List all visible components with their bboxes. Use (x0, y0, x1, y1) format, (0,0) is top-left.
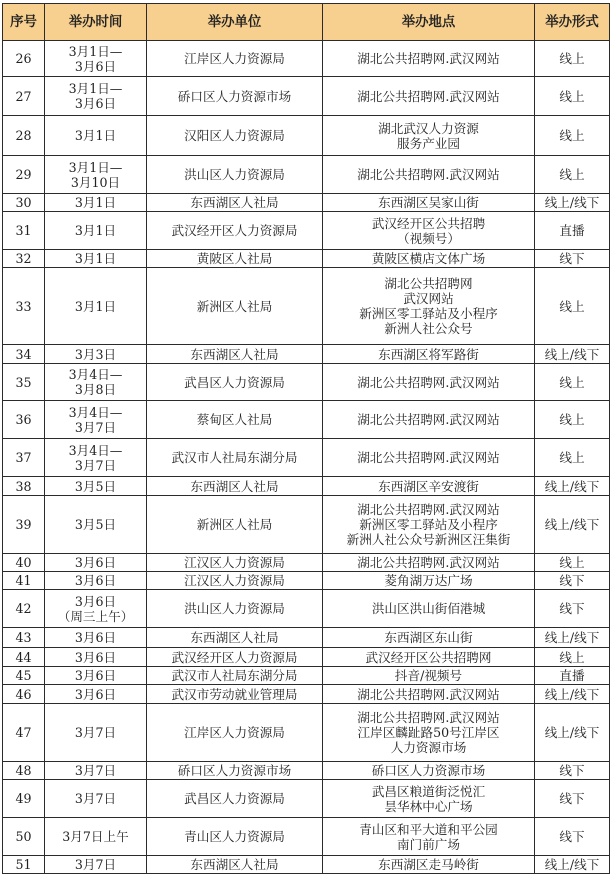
header-time: 举办时间 (45, 4, 147, 41)
seq-cell: 36 (3, 401, 45, 439)
format-cell-line: 线上/线下 (544, 686, 600, 702)
seq-cell: 49 (3, 780, 45, 818)
time-cell-line: 3月5日 (74, 517, 117, 532)
location-cell-line: 湖北公共招聘网.武汉网站 (357, 374, 500, 390)
schedule-table-wrapper (2, 3, 610, 874)
table-row (3, 554, 610, 572)
job-fair-schedule-table (2, 3, 610, 874)
table-row (3, 41, 610, 77)
table-row (3, 268, 610, 345)
format-cell-line: 线上 (559, 128, 585, 143)
table-row (3, 496, 610, 554)
location-cell (323, 250, 535, 268)
organizer-cell-line: 蔡甸区人社局 (196, 412, 273, 427)
location-cell-line: 武昌区粮道街泛悦汇 (371, 783, 486, 799)
location-cell-line: 湖北公共招聘网.武汉网站 (357, 555, 500, 570)
time-cell (45, 590, 147, 628)
time-cell-line: 3月7日上午 (62, 829, 129, 844)
format-cell (535, 401, 610, 439)
location-cell (323, 194, 535, 212)
location-cell (323, 856, 535, 874)
location-cell-line: 湖北公共招聘网.武汉网站 (357, 710, 500, 725)
table-row (3, 116, 610, 156)
location-cell-line: 人力资源市场 (390, 740, 467, 755)
seq-cell: 46 (3, 685, 45, 704)
time-cell-line: 3月6日 (74, 649, 117, 665)
seq-cell: 48 (3, 762, 45, 780)
format-cell (535, 554, 610, 572)
location-cell (323, 212, 535, 250)
organizer-cell-line: 东西湖区人社局 (190, 630, 279, 645)
format-cell (535, 856, 610, 874)
time-cell (45, 364, 147, 401)
format-cell-line: 线上/线下 (544, 478, 600, 494)
location-cell-line: 东西湖区吴家山街 (378, 195, 479, 210)
format-cell-line: 线上/线下 (544, 857, 600, 872)
organizer-cell (147, 477, 323, 496)
time-cell-line: 3月6日 (74, 573, 117, 588)
time-cell-line: 3月3日 (74, 346, 117, 362)
location-cell-line: 东西湖区东山街 (384, 630, 473, 645)
format-cell-line: 线上/线下 (544, 517, 600, 532)
format-cell (535, 41, 610, 77)
format-cell (535, 194, 610, 212)
format-cell (535, 268, 610, 345)
format-cell-line: 线上 (559, 450, 585, 465)
organizer-cell (147, 77, 323, 116)
format-cell-line: 线上/线下 (544, 346, 600, 362)
organizer-cell-line: 东西湖区人社局 (190, 857, 279, 872)
organizer-cell (147, 685, 323, 704)
location-cell (323, 667, 535, 685)
time-cell-line: 3月8日 (74, 382, 117, 397)
table-body (3, 41, 610, 874)
format-cell-line: 线上 (559, 649, 585, 665)
seq-cell: 31 (3, 212, 45, 250)
organizer-cell (147, 268, 323, 345)
format-cell (535, 496, 610, 554)
format-cell-line: 线上/线下 (544, 630, 600, 645)
format-cell-line: 线下 (559, 763, 585, 778)
time-cell-line: 3月1日— (68, 81, 123, 96)
format-cell (535, 156, 610, 194)
table-row (3, 685, 610, 704)
location-cell-line: 硚口区人力资源市场 (371, 763, 486, 778)
location-cell-line: 湖北公共招聘网.武汉网站 (357, 88, 500, 104)
time-cell-line: 3月6日 (74, 630, 117, 645)
format-cell-line: 线上 (559, 88, 585, 104)
time-cell (45, 41, 147, 77)
time-cell-line: 3月1日— (68, 43, 123, 59)
location-cell-line: （视频号） (397, 230, 460, 246)
seq-cell: 45 (3, 667, 45, 685)
time-cell (45, 667, 147, 685)
location-cell-line: 江岸区麟趾路50号江岸区 (357, 725, 500, 740)
format-cell (535, 780, 610, 818)
organizer-cell-line: 江汉区人力资源局 (184, 573, 285, 588)
seq-cell: 35 (3, 364, 45, 401)
table-header-row (3, 4, 610, 41)
format-cell-line: 线上 (559, 167, 585, 182)
organizer-cell-line: 洪山区人力资源局 (184, 167, 285, 182)
location-cell-line: 武汉经开区公共招聘网 (365, 649, 492, 665)
organizer-cell-line: 东西湖区人社局 (190, 346, 279, 362)
seq-cell: 40 (3, 554, 45, 572)
table-row (3, 250, 610, 268)
table-row (3, 818, 610, 856)
organizer-cell-line: 东西湖区人社局 (190, 478, 279, 494)
table-row (3, 762, 610, 780)
time-cell (45, 780, 147, 818)
location-cell (323, 116, 535, 156)
organizer-cell (147, 590, 323, 628)
organizer-cell-line: 武汉经开区人力资源局 (171, 649, 298, 665)
format-cell-line: 线上 (559, 412, 585, 427)
format-cell-line: 线下 (559, 573, 585, 588)
format-cell-line: 线下 (559, 251, 585, 266)
format-cell-line: 直播 (559, 223, 585, 238)
location-cell-line: 新洲人社公众号 (384, 321, 473, 336)
seq-cell: 50 (3, 818, 45, 856)
location-cell (323, 554, 535, 572)
header-location: 举办地点 (323, 4, 535, 41)
format-cell (535, 572, 610, 590)
organizer-cell-line: 东西湖区人社局 (190, 195, 279, 210)
organizer-cell-line: 青山区人力资源局 (184, 829, 285, 844)
location-cell-line: 湖北公共招聘网 (384, 276, 473, 291)
location-cell-line: 湖北武汉人力资源 (378, 120, 479, 136)
table-row (3, 364, 610, 401)
organizer-cell-line: 硚口区人力资源市场 (177, 763, 292, 778)
location-cell (323, 628, 535, 648)
format-cell (535, 667, 610, 685)
location-cell (323, 345, 535, 364)
location-cell (323, 648, 535, 667)
organizer-cell-line: 江汉区人力资源局 (184, 555, 285, 570)
location-cell-line: 湖北公共招聘网.武汉网站 (357, 412, 500, 427)
format-cell (535, 477, 610, 496)
location-cell-line: 武汉网站 (403, 291, 454, 306)
location-cell-line: 东西湖区将军路街 (378, 346, 479, 362)
time-cell (45, 628, 147, 648)
seq-cell: 27 (3, 77, 45, 116)
format-cell-line: 线上/线下 (544, 195, 600, 210)
format-cell (535, 685, 610, 704)
table-row (3, 856, 610, 874)
time-cell (45, 212, 147, 250)
time-cell (45, 572, 147, 590)
location-cell-line: 服务产业园 (397, 135, 460, 151)
time-cell (45, 77, 147, 116)
location-cell-line: 东西湖区辛安渡街 (378, 478, 479, 494)
format-cell (535, 762, 610, 780)
time-cell (45, 496, 147, 554)
location-cell (323, 685, 535, 704)
location-cell (323, 572, 535, 590)
organizer-cell (147, 194, 323, 212)
table-row (3, 156, 610, 194)
format-cell (535, 704, 610, 762)
time-cell-line: 3月1日 (74, 128, 117, 143)
organizer-cell (147, 628, 323, 648)
time-cell-line: （周三上午） (57, 608, 134, 624)
time-cell (45, 477, 147, 496)
format-cell-line: 线上 (559, 555, 585, 570)
location-cell (323, 780, 535, 818)
time-cell (45, 156, 147, 194)
organizer-cell-line: 武汉市人社局东湖分局 (171, 450, 298, 465)
seq-cell: 32 (3, 250, 45, 268)
seq-cell: 37 (3, 439, 45, 477)
time-cell-line: 3月10日 (70, 174, 121, 190)
time-cell (45, 648, 147, 667)
table-row (3, 667, 610, 685)
organizer-cell (147, 667, 323, 685)
location-cell-line: 昙华林中心广场 (384, 798, 473, 814)
organizer-cell (147, 156, 323, 194)
location-cell (323, 268, 535, 345)
organizer-cell-line: 洪山区人力资源局 (184, 601, 285, 616)
time-cell-line: 3月4日— (68, 367, 123, 382)
organizer-cell (147, 250, 323, 268)
time-cell (45, 685, 147, 704)
time-cell (45, 439, 147, 477)
seq-cell: 33 (3, 268, 45, 345)
organizer-cell-line: 硚口区人力资源市场 (177, 88, 292, 104)
seq-cell: 28 (3, 116, 45, 156)
time-cell-line: 3月4日— (68, 442, 123, 458)
time-cell-line: 3月6日 (74, 668, 117, 683)
location-cell-line: 菱角湖万达广场 (384, 573, 473, 588)
format-cell (535, 628, 610, 648)
time-cell-line: 3月1日 (74, 223, 117, 238)
location-cell-line: 洪山区洪山街佰港城 (371, 601, 486, 616)
location-cell (323, 364, 535, 401)
location-cell (323, 590, 535, 628)
location-cell-line: 新洲人社公众号新洲区汪集街 (346, 532, 511, 547)
organizer-cell (147, 41, 323, 77)
time-cell-line: 3月1日 (74, 195, 117, 210)
organizer-cell-line: 江岸区人力资源局 (184, 725, 285, 740)
seq-cell: 47 (3, 704, 45, 762)
time-cell-line: 3月1日— (68, 159, 123, 175)
location-cell (323, 77, 535, 116)
format-cell (535, 116, 610, 156)
organizer-cell-line: 武昌区人力资源局 (184, 791, 285, 806)
organizer-cell (147, 345, 323, 364)
seq-cell: 41 (3, 572, 45, 590)
organizer-cell-line: 黄陂区人社局 (196, 251, 273, 266)
time-cell (45, 401, 147, 439)
time-cell-line: 3月7日 (74, 763, 117, 778)
organizer-cell (147, 780, 323, 818)
location-cell (323, 704, 535, 762)
format-cell (535, 439, 610, 477)
organizer-cell-line: 武汉经开区人力资源局 (171, 223, 298, 238)
table-row (3, 648, 610, 667)
format-cell-line: 线下 (559, 829, 585, 844)
location-cell-line: 新洲区零工驿站及小程序 (359, 306, 498, 321)
seq-cell: 51 (3, 856, 45, 874)
organizer-cell (147, 439, 323, 477)
location-cell-line: 湖北公共招聘网.武汉网站 (357, 686, 500, 702)
table-row (3, 628, 610, 648)
location-cell (323, 496, 535, 554)
format-cell (535, 648, 610, 667)
seq-cell: 42 (3, 590, 45, 628)
seq-cell: 38 (3, 477, 45, 496)
organizer-cell (147, 572, 323, 590)
format-cell-line: 线上 (559, 374, 585, 390)
time-cell (45, 345, 147, 364)
seq-cell: 29 (3, 156, 45, 194)
organizer-cell (147, 364, 323, 401)
organizer-cell (147, 212, 323, 250)
time-cell-line: 3月4日— (68, 404, 123, 420)
format-cell (535, 77, 610, 116)
time-cell-line: 3月7日 (74, 419, 117, 435)
seq-cell: 43 (3, 628, 45, 648)
format-cell-line: 线上 (559, 298, 585, 314)
organizer-cell (147, 401, 323, 439)
organizer-cell (147, 704, 323, 762)
format-cell-line: 线上 (559, 51, 585, 66)
location-cell-line: 武汉经开区公共招聘 (371, 215, 486, 231)
location-cell-line: 湖北公共招聘网.武汉网站 (357, 167, 500, 182)
organizer-cell-line: 武昌区人力资源局 (184, 374, 285, 390)
location-cell-line: 湖北公共招聘网.武汉网站 (357, 51, 500, 66)
location-cell (323, 439, 535, 477)
location-cell (323, 818, 535, 856)
format-cell (535, 590, 610, 628)
seq-cell: 44 (3, 648, 45, 667)
table-row (3, 572, 610, 590)
location-cell (323, 477, 535, 496)
time-cell-line: 3月6日 (74, 58, 117, 74)
time-cell-line: 3月7日 (74, 857, 117, 872)
organizer-cell-line: 汉阳区人力资源局 (184, 128, 285, 143)
seq-cell: 39 (3, 496, 45, 554)
time-cell (45, 268, 147, 345)
table-row (3, 212, 610, 250)
table-row (3, 77, 610, 116)
organizer-cell (147, 856, 323, 874)
organizer-cell-line: 江岸区人力资源局 (184, 51, 285, 66)
location-cell-line: 湖北公共招聘网.武汉网站 (357, 502, 500, 517)
organizer-cell-line: 武汉市人社局东湖分局 (171, 668, 298, 683)
header-seq: 序号 (3, 4, 45, 41)
time-cell-line: 3月5日 (74, 478, 117, 494)
table-row (3, 590, 610, 628)
organizer-cell (147, 116, 323, 156)
location-cell-line: 南门前广场 (397, 836, 460, 852)
location-cell-line: 黄陂区横店文体广场 (371, 251, 486, 266)
format-cell-line: 线上/线下 (544, 725, 600, 740)
organizer-cell (147, 554, 323, 572)
organizer-cell-line: 新洲区人社局 (196, 517, 273, 532)
table-row (3, 780, 610, 818)
table-row (3, 704, 610, 762)
time-cell-line: 3月1日 (74, 251, 117, 266)
table-row (3, 439, 610, 477)
format-cell (535, 818, 610, 856)
location-cell-line: 抖音/视频号 (394, 668, 463, 683)
time-cell (45, 116, 147, 156)
location-cell-line: 东西湖区走马岭街 (378, 857, 479, 872)
location-cell-line: 新洲区零工驿站及小程序 (359, 517, 498, 532)
organizer-cell-line: 新洲区人社局 (196, 298, 273, 314)
time-cell (45, 856, 147, 874)
time-cell-line: 3月1日 (74, 298, 117, 314)
location-cell (323, 401, 535, 439)
seq-cell: 34 (3, 345, 45, 364)
seq-cell: 26 (3, 41, 45, 77)
table-row (3, 477, 610, 496)
time-cell-line: 3月6日 (74, 555, 117, 570)
organizer-cell (147, 818, 323, 856)
table-row (3, 345, 610, 364)
header-format: 举办形式 (535, 4, 610, 41)
format-cell (535, 345, 610, 364)
location-cell (323, 156, 535, 194)
time-cell-line: 3月7日 (74, 725, 117, 740)
location-cell (323, 41, 535, 77)
location-cell (323, 762, 535, 780)
time-cell-line: 3月7日 (74, 791, 117, 806)
seq-cell: 30 (3, 194, 45, 212)
format-cell (535, 250, 610, 268)
header-organizer: 举办单位 (147, 4, 323, 41)
organizer-cell (147, 648, 323, 667)
format-cell (535, 364, 610, 401)
table-row (3, 194, 610, 212)
time-cell (45, 818, 147, 856)
organizer-cell-line: 武汉市劳动就业管理局 (171, 686, 298, 702)
time-cell (45, 554, 147, 572)
time-cell-line: 3月7日 (74, 457, 117, 473)
format-cell-line: 直播 (559, 668, 585, 683)
organizer-cell (147, 762, 323, 780)
time-cell (45, 762, 147, 780)
time-cell (45, 704, 147, 762)
location-cell-line: 青山区和平大道和平公园 (359, 821, 498, 837)
time-cell (45, 250, 147, 268)
table-row (3, 401, 610, 439)
format-cell-line: 线下 (559, 601, 585, 616)
time-cell-line: 3月6日 (74, 96, 117, 111)
location-cell-line: 湖北公共招聘网.武汉网站 (357, 450, 500, 465)
time-cell-line: 3月6日 (74, 593, 117, 609)
time-cell (45, 194, 147, 212)
time-cell-line: 3月6日 (74, 686, 117, 702)
organizer-cell (147, 496, 323, 554)
format-cell (535, 212, 610, 250)
format-cell-line: 线下 (559, 791, 585, 806)
